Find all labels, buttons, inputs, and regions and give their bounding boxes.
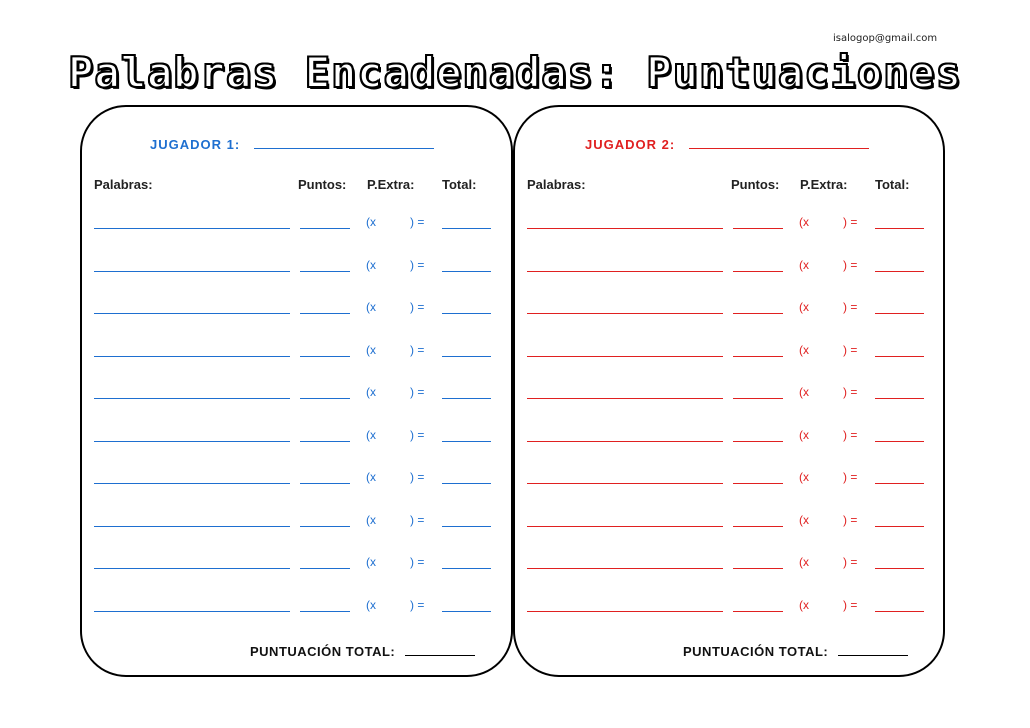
column-header-extra: P.Extra: xyxy=(800,177,848,192)
extra-open: (x xyxy=(799,470,809,484)
score-row xyxy=(515,426,943,446)
total-line[interactable] xyxy=(442,526,491,527)
points-line[interactable] xyxy=(300,398,350,399)
total-line[interactable] xyxy=(875,313,924,314)
total-line[interactable] xyxy=(875,228,924,229)
score-row xyxy=(82,298,511,318)
word-line[interactable] xyxy=(527,271,723,272)
total-line[interactable] xyxy=(442,441,491,442)
extra-open: (x xyxy=(799,427,809,442)
extra-close: ) = xyxy=(410,427,425,442)
column-header-extra: P.Extra: xyxy=(367,177,415,192)
score-row xyxy=(82,468,511,488)
total-score-line[interactable] xyxy=(838,644,908,656)
extra-close: ) = xyxy=(843,597,858,612)
points-line[interactable] xyxy=(733,568,783,569)
extra-close: ) = xyxy=(410,385,425,399)
total-line[interactable] xyxy=(875,356,924,357)
player-2-panel xyxy=(513,105,945,677)
extra-open: (x xyxy=(799,597,809,612)
score-row xyxy=(515,341,943,361)
total-score-row xyxy=(250,644,475,659)
extra-open: (x xyxy=(366,512,376,527)
total-line[interactable] xyxy=(442,228,491,229)
player-1-name-row xyxy=(150,137,434,152)
extra-close: ) = xyxy=(843,342,858,357)
points-line[interactable] xyxy=(300,271,350,272)
word-line[interactable] xyxy=(527,356,723,357)
word-line[interactable] xyxy=(527,483,723,484)
total-line[interactable] xyxy=(875,611,924,612)
player-name-line[interactable] xyxy=(689,137,869,149)
column-header-words: Palabras: xyxy=(527,177,586,192)
extra-open: (x xyxy=(799,342,809,357)
word-line[interactable] xyxy=(527,398,723,399)
player-label: JUGADOR 2: xyxy=(585,137,676,152)
extra-open: (x xyxy=(799,512,809,527)
page-title: Palabras Encadenadas: Puntuaciones xyxy=(68,48,962,97)
extra-close: ) = xyxy=(410,257,425,272)
score-row xyxy=(515,553,943,573)
word-line[interactable] xyxy=(94,356,290,357)
column-header-words: Palabras: xyxy=(94,177,153,192)
score-row xyxy=(82,213,511,233)
word-line[interactable] xyxy=(94,526,290,527)
total-line[interactable] xyxy=(875,483,924,484)
points-line[interactable] xyxy=(300,568,350,569)
total-line[interactable] xyxy=(442,271,491,272)
extra-open: (x xyxy=(366,342,376,357)
column-header-total: Total: xyxy=(442,177,477,192)
extra-close: ) = xyxy=(410,215,425,229)
player-2-name-row xyxy=(585,137,869,152)
points-line[interactable] xyxy=(300,313,350,314)
points-line[interactable] xyxy=(300,441,350,442)
score-row xyxy=(82,341,511,361)
total-line[interactable] xyxy=(875,526,924,527)
total-score-row xyxy=(683,644,908,659)
score-row xyxy=(515,256,943,276)
total-line[interactable] xyxy=(442,313,491,314)
total-label: PUNTUACIÓN TOTAL: xyxy=(683,644,829,659)
score-row xyxy=(82,553,511,573)
player-1-panel xyxy=(80,105,513,677)
score-row xyxy=(515,383,943,403)
extra-close: ) = xyxy=(843,300,858,314)
extra-close: ) = xyxy=(410,597,425,612)
score-row xyxy=(82,426,511,446)
score-row xyxy=(515,596,943,616)
points-line[interactable] xyxy=(733,441,783,442)
word-line[interactable] xyxy=(527,313,723,314)
extra-close: ) = xyxy=(410,342,425,357)
score-row xyxy=(82,596,511,616)
extra-open: (x xyxy=(366,385,376,399)
word-line[interactable] xyxy=(94,483,290,484)
total-line[interactable] xyxy=(442,483,491,484)
points-line[interactable] xyxy=(733,356,783,357)
points-line[interactable] xyxy=(733,313,783,314)
total-line[interactable] xyxy=(875,441,924,442)
score-row xyxy=(82,511,511,531)
points-line[interactable] xyxy=(733,271,783,272)
word-line[interactable] xyxy=(94,271,290,272)
score-row xyxy=(82,256,511,276)
word-line[interactable] xyxy=(94,313,290,314)
extra-open: (x xyxy=(366,597,376,612)
extra-close: ) = xyxy=(410,470,425,484)
score-row xyxy=(82,383,511,403)
extra-close: ) = xyxy=(843,385,858,399)
points-line[interactable] xyxy=(733,611,783,612)
total-score-line[interactable] xyxy=(405,644,475,656)
total-line[interactable] xyxy=(875,271,924,272)
points-line[interactable] xyxy=(733,483,783,484)
word-line[interactable] xyxy=(94,398,290,399)
total-label: PUNTUACIÓN TOTAL: xyxy=(250,644,396,659)
extra-close: ) = xyxy=(410,512,425,527)
points-line[interactable] xyxy=(300,611,350,612)
extra-close: ) = xyxy=(410,555,425,569)
word-line[interactable] xyxy=(94,441,290,442)
points-line[interactable] xyxy=(300,483,350,484)
points-line[interactable] xyxy=(733,526,783,527)
player-name-line[interactable] xyxy=(254,137,434,149)
extra-open: (x xyxy=(366,470,376,484)
total-line[interactable] xyxy=(442,356,491,357)
points-line[interactable] xyxy=(733,398,783,399)
player-label: JUGADOR 1: xyxy=(150,137,241,152)
points-line[interactable] xyxy=(300,526,350,527)
points-line[interactable] xyxy=(300,356,350,357)
word-line[interactable] xyxy=(94,228,290,229)
extra-close: ) = xyxy=(843,470,858,484)
extra-open: (x xyxy=(799,257,809,272)
extra-close: ) = xyxy=(843,215,858,229)
score-row xyxy=(515,213,943,233)
extra-close: ) = xyxy=(410,300,425,314)
extra-close: ) = xyxy=(843,512,858,527)
word-line[interactable] xyxy=(94,611,290,612)
word-line[interactable] xyxy=(527,228,723,229)
extra-open: (x xyxy=(799,300,809,314)
points-line[interactable] xyxy=(733,228,783,229)
word-line[interactable] xyxy=(94,568,290,569)
extra-close: ) = xyxy=(843,427,858,442)
extra-open: (x xyxy=(366,300,376,314)
score-row xyxy=(515,298,943,318)
extra-close: ) = xyxy=(843,257,858,272)
column-header-points: Puntos: xyxy=(731,177,780,192)
word-line[interactable] xyxy=(527,441,723,442)
score-row xyxy=(515,468,943,488)
extra-open: (x xyxy=(366,215,376,229)
word-line[interactable] xyxy=(527,611,723,612)
word-line[interactable] xyxy=(527,526,723,527)
points-line[interactable] xyxy=(300,228,350,229)
column-header-total: Total: xyxy=(875,177,910,192)
author-email: isalogop@gmail.com xyxy=(833,33,938,44)
extra-open: (x xyxy=(366,555,376,569)
total-line[interactable] xyxy=(875,398,924,399)
extra-close: ) = xyxy=(843,555,858,569)
extra-open: (x xyxy=(366,427,376,442)
score-row xyxy=(515,511,943,531)
total-line[interactable] xyxy=(442,611,491,612)
extra-open: (x xyxy=(366,257,376,272)
extra-open: (x xyxy=(799,555,809,569)
word-line[interactable] xyxy=(527,568,723,569)
column-header-points: Puntos: xyxy=(298,177,347,192)
total-line[interactable] xyxy=(875,568,924,569)
total-line[interactable] xyxy=(442,568,491,569)
extra-open: (x xyxy=(799,215,809,229)
extra-open: (x xyxy=(799,385,809,399)
total-line[interactable] xyxy=(442,398,491,399)
